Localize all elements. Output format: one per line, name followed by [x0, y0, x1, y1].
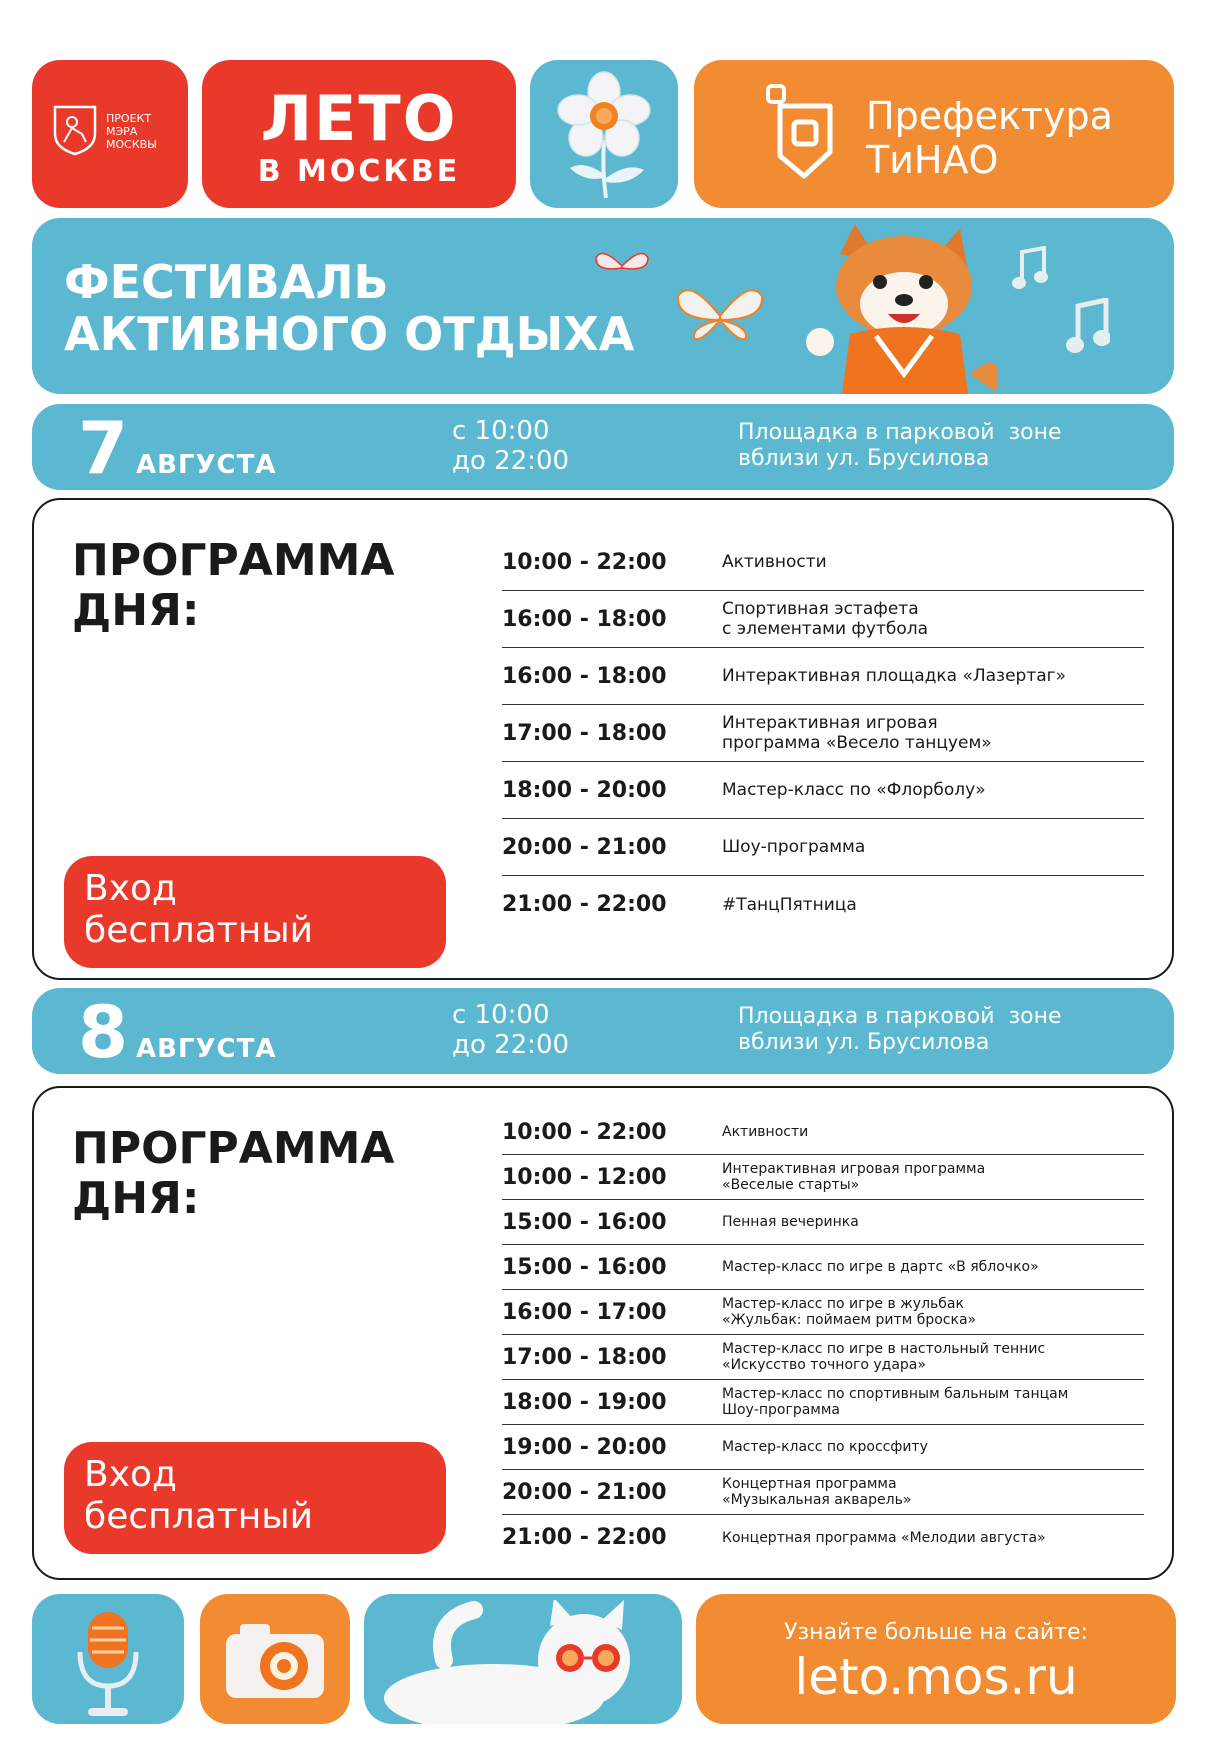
schedule-event: Спортивная эстафета с элементами футбола	[722, 599, 929, 639]
schedule-row	[502, 1155, 1144, 1200]
day1-time-range	[452, 416, 569, 476]
schedule-time: 21:00 - 22:00	[502, 1525, 667, 1550]
schedule-row	[502, 1245, 1144, 1290]
day1-time-from: с 10:00	[452, 416, 550, 446]
butterfly-icon	[672, 274, 768, 354]
day2-date-bar	[32, 988, 1174, 1074]
day1-location-line-2: вблизи ул. Брусилова	[738, 446, 990, 471]
schedule-event: Мастер-класс по «Флорболу»	[722, 780, 986, 800]
cat-mascot-icon	[374, 1600, 674, 1724]
day2-time-range	[452, 1000, 569, 1060]
day1-location-line-1: Площадка в парковой зоне	[738, 420, 1062, 445]
schedule-event: Концертная программа «Мелодии августа»	[722, 1529, 1046, 1546]
schedule-row	[502, 1515, 1144, 1560]
day1-program	[32, 498, 1174, 980]
microphone-icon	[74, 1608, 142, 1720]
schedule-row	[502, 1290, 1144, 1335]
day2-program	[32, 1086, 1174, 1580]
camera-tile	[200, 1594, 350, 1724]
schedule-event: Интерактивная площадка «Лазертаг»	[722, 666, 1067, 686]
schedule-row	[502, 876, 1144, 933]
schedule-time: 19:00 - 20:00	[502, 1434, 667, 1460]
mayor-project-tile	[32, 60, 188, 208]
schedule-row	[502, 591, 1144, 648]
day1-free-entry-badge	[64, 856, 446, 968]
camera-icon	[222, 1620, 328, 1702]
day2-program-title-line-2: ДНЯ:	[72, 1173, 200, 1224]
leto-subtitle: В МОСКВЕ	[257, 154, 461, 189]
schedule-event: Пенная вечеринка	[722, 1214, 859, 1230]
day2-program-title	[72, 1124, 394, 1224]
festival-banner	[32, 218, 1174, 394]
leto-title: ЛЕТО	[260, 82, 458, 155]
schedule-event: Активности	[722, 1124, 809, 1140]
schedule-time: 16:00 - 17:00	[502, 1299, 667, 1325]
festival-title	[64, 256, 634, 360]
microphone-tile	[32, 1594, 184, 1724]
schedule-event: Интерактивная игровая программа «Весело танцуем»	[722, 713, 992, 753]
day2-location-line-2: вблизи ул. Брусилова	[738, 1030, 990, 1055]
day2-free-entry-badge	[64, 1442, 446, 1554]
day2-date-month: АВГУСТА	[136, 1034, 277, 1064]
prefecture-line-1: Префектура	[866, 94, 1113, 138]
day2-schedule	[502, 1110, 1144, 1560]
prefecture-line-2: ТиНАО	[866, 138, 999, 182]
schedule-time: 16:00 - 18:00	[502, 663, 667, 689]
schedule-time: 10:00 - 12:00	[502, 1164, 667, 1190]
schedule-event: Интерактивная игровая программа «Веселые старты»	[722, 1161, 986, 1193]
schedule-time: 17:00 - 18:00	[502, 720, 667, 746]
corgi-mascot-icon	[800, 224, 1010, 394]
website-link[interactable]: leto.mos.ru	[794, 1648, 1078, 1706]
day2-date-number: 8	[78, 990, 129, 1074]
prefecture-logo-icon	[764, 82, 844, 182]
schedule-event: Шоу-программа	[722, 837, 866, 857]
schedule-row	[502, 705, 1144, 762]
schedule-event: Активности	[722, 552, 827, 572]
music-note-icon	[1012, 246, 1048, 292]
schedule-event: #ТанцПятница	[722, 894, 857, 915]
schedule-time: 18:00 - 20:00	[502, 777, 667, 803]
day1-time-to: до 22:00	[452, 446, 570, 476]
schedule-time: 17:00 - 18:00	[502, 1344, 667, 1370]
prefecture-tile	[694, 60, 1174, 208]
schedule-time: 15:00 - 16:00	[502, 1209, 667, 1235]
website-prompt: Узнайте больше на сайте:	[784, 1620, 1088, 1645]
schedule-time: 18:00 - 19:00	[502, 1389, 667, 1415]
schedule-time: 16:00 - 18:00	[502, 606, 667, 632]
prefecture-name	[866, 94, 1113, 182]
moscow-coat-of-arms-icon	[52, 104, 98, 156]
schedule-event: Мастер-класс по игре в жульбак «Жульбак: поймаем ритм броска»	[722, 1296, 977, 1328]
day2-location-line-1: Площадка в парковой зоне	[738, 1004, 1062, 1029]
schedule-event: Мастер-класс по кроссфиту	[722, 1439, 928, 1455]
schedule-time: 20:00 - 21:00	[502, 834, 667, 860]
day1-location	[738, 420, 1062, 472]
schedule-row	[502, 1200, 1144, 1245]
mayor-project-label: ПРОЕКТ МЭРА МОСКВЫ	[106, 112, 157, 151]
day1-free-entry-line-1: Вход	[84, 868, 177, 909]
festival-title-line-2: АКТИВНОГО ОТДЫХА	[64, 307, 635, 361]
schedule-time: 15:00 - 16:00	[502, 1254, 667, 1280]
schedule-row	[502, 762, 1144, 819]
day2-free-entry-line-2: бесплатный	[84, 1496, 314, 1537]
day1-date-number: 7	[78, 406, 129, 490]
day2-time-to: до 22:00	[452, 1030, 570, 1060]
schedule-event: Мастер-класс по спортивным бальным танцам Шоу-программа	[722, 1386, 1069, 1418]
day1-program-title-line-2: ДНЯ:	[72, 585, 200, 636]
schedule-time: 21:00 - 22:00	[502, 892, 667, 917]
schedule-row	[502, 1110, 1144, 1155]
schedule-event: Концертная программа «Музыкальная акварель»	[722, 1476, 912, 1508]
schedule-row	[502, 1380, 1144, 1425]
cat-tile	[364, 1594, 682, 1724]
schedule-time: 20:00 - 21:00	[502, 1479, 667, 1505]
day2-program-title-line-1: ПРОГРАММА	[72, 1123, 395, 1174]
day1-program-title	[72, 536, 394, 636]
schedule-event: Мастер-класс по игре в дартс «В яблочко»	[722, 1259, 1039, 1275]
day1-free-entry-line-2: бесплатный	[84, 910, 314, 951]
schedule-row	[502, 1470, 1144, 1515]
schedule-time: 10:00 - 22:00	[502, 1119, 667, 1145]
day1-date-month: АВГУСТА	[136, 450, 277, 480]
leto-logo-tile	[202, 60, 516, 208]
flower-icon	[548, 70, 660, 200]
schedule-row	[502, 1425, 1144, 1470]
schedule-row	[502, 648, 1144, 705]
day1-schedule	[502, 534, 1144, 933]
day2-free-entry-line-1: Вход	[84, 1454, 177, 1495]
butterfly-icon	[592, 246, 652, 286]
schedule-row	[502, 819, 1144, 876]
day1-date-bar	[32, 404, 1174, 490]
festival-title-line-1: ФЕСТИВАЛЬ	[64, 255, 389, 309]
schedule-event: Мастер-класс по игре в настольный теннис «Искусство точного удара»	[722, 1341, 1046, 1373]
schedule-row	[502, 1335, 1144, 1380]
schedule-row	[502, 534, 1144, 591]
day1-program-title-line-1: ПРОГРАММА	[72, 535, 395, 586]
website-tile	[696, 1594, 1176, 1724]
flower-tile	[530, 60, 678, 208]
day2-location	[738, 1004, 1062, 1056]
day2-time-from: с 10:00	[452, 1000, 550, 1030]
schedule-time: 10:00 - 22:00	[502, 549, 667, 575]
music-note-icon	[1066, 298, 1110, 356]
